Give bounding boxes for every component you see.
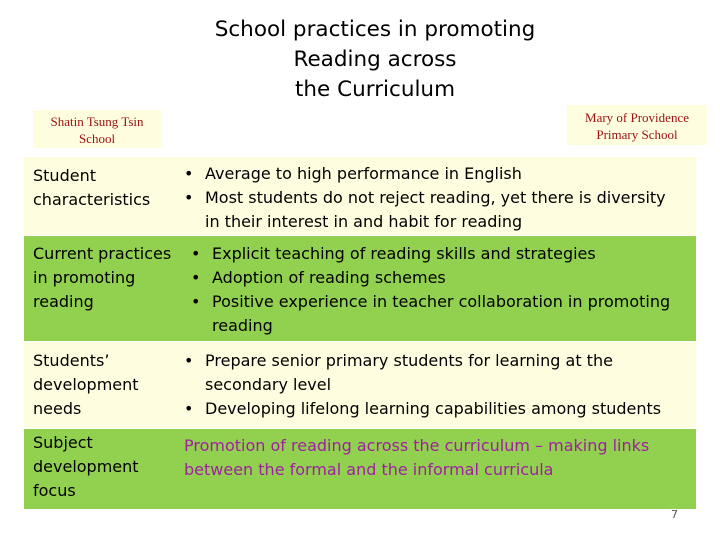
- slide-title: [150, 15, 600, 105]
- school-label-left: [33, 110, 161, 148]
- row-label: [33, 349, 139, 421]
- row-development-needs: [24, 342, 696, 428]
- title-line: School practices in promoting: [214, 17, 536, 42]
- subject-focus-text: Promotion of reading across the curriculum – making links between the formal and the informal curricula: [184, 436, 650, 479]
- row-label: [33, 164, 150, 212]
- label-line: characteristics: [33, 190, 151, 209]
- title-line: Reading across: [293, 47, 457, 72]
- title-line: the Curriculum: [294, 77, 456, 102]
- bullet-item: • Most students do not reject reading, yet there is diversity in their interest in and habit for reading: [181, 186, 681, 234]
- bullet-list: [181, 349, 681, 421]
- row-label: [33, 431, 139, 503]
- row-subject-focus: [24, 429, 696, 509]
- school-name-line: Shatin Tsung Tsin: [50, 114, 144, 129]
- label-line: Students’: [33, 351, 110, 370]
- label-line: development: [33, 375, 139, 394]
- school-name-line: Mary of Providence: [585, 110, 689, 125]
- label-line: reading: [33, 292, 94, 311]
- slide-number: 7: [671, 508, 678, 521]
- bullet-item: • Positive experience in teacher collaboration in promoting reading: [188, 290, 688, 338]
- bullet-item: • Explicit teaching of reading skills and strategies: [188, 242, 688, 266]
- bullet-item: • Prepare senior primary students for learning at the secondary level: [181, 349, 681, 397]
- school-name-line: Primary School: [596, 127, 678, 142]
- label-line: Student: [33, 166, 96, 185]
- row-current-practices: [24, 236, 696, 341]
- row-label: [33, 242, 171, 314]
- label-line: Current practices: [33, 244, 172, 263]
- bullet-item: • Developing lifelong learning capabilities among students: [181, 397, 681, 421]
- bullet-item: • Adoption of reading schemes: [188, 266, 688, 290]
- label-line: in promoting: [33, 268, 136, 287]
- row-student-characteristics: [24, 157, 696, 235]
- bullet-item: • Average to high performance in English: [181, 162, 681, 186]
- label-line: focus: [33, 481, 76, 500]
- bullet-list: [188, 242, 688, 338]
- school-label-right: [567, 105, 707, 145]
- bullet-list: [181, 162, 681, 234]
- label-line: needs: [33, 399, 82, 418]
- school-name-line: School: [78, 131, 116, 146]
- label-line: Subject: [33, 433, 93, 452]
- label-line: development: [33, 457, 139, 476]
